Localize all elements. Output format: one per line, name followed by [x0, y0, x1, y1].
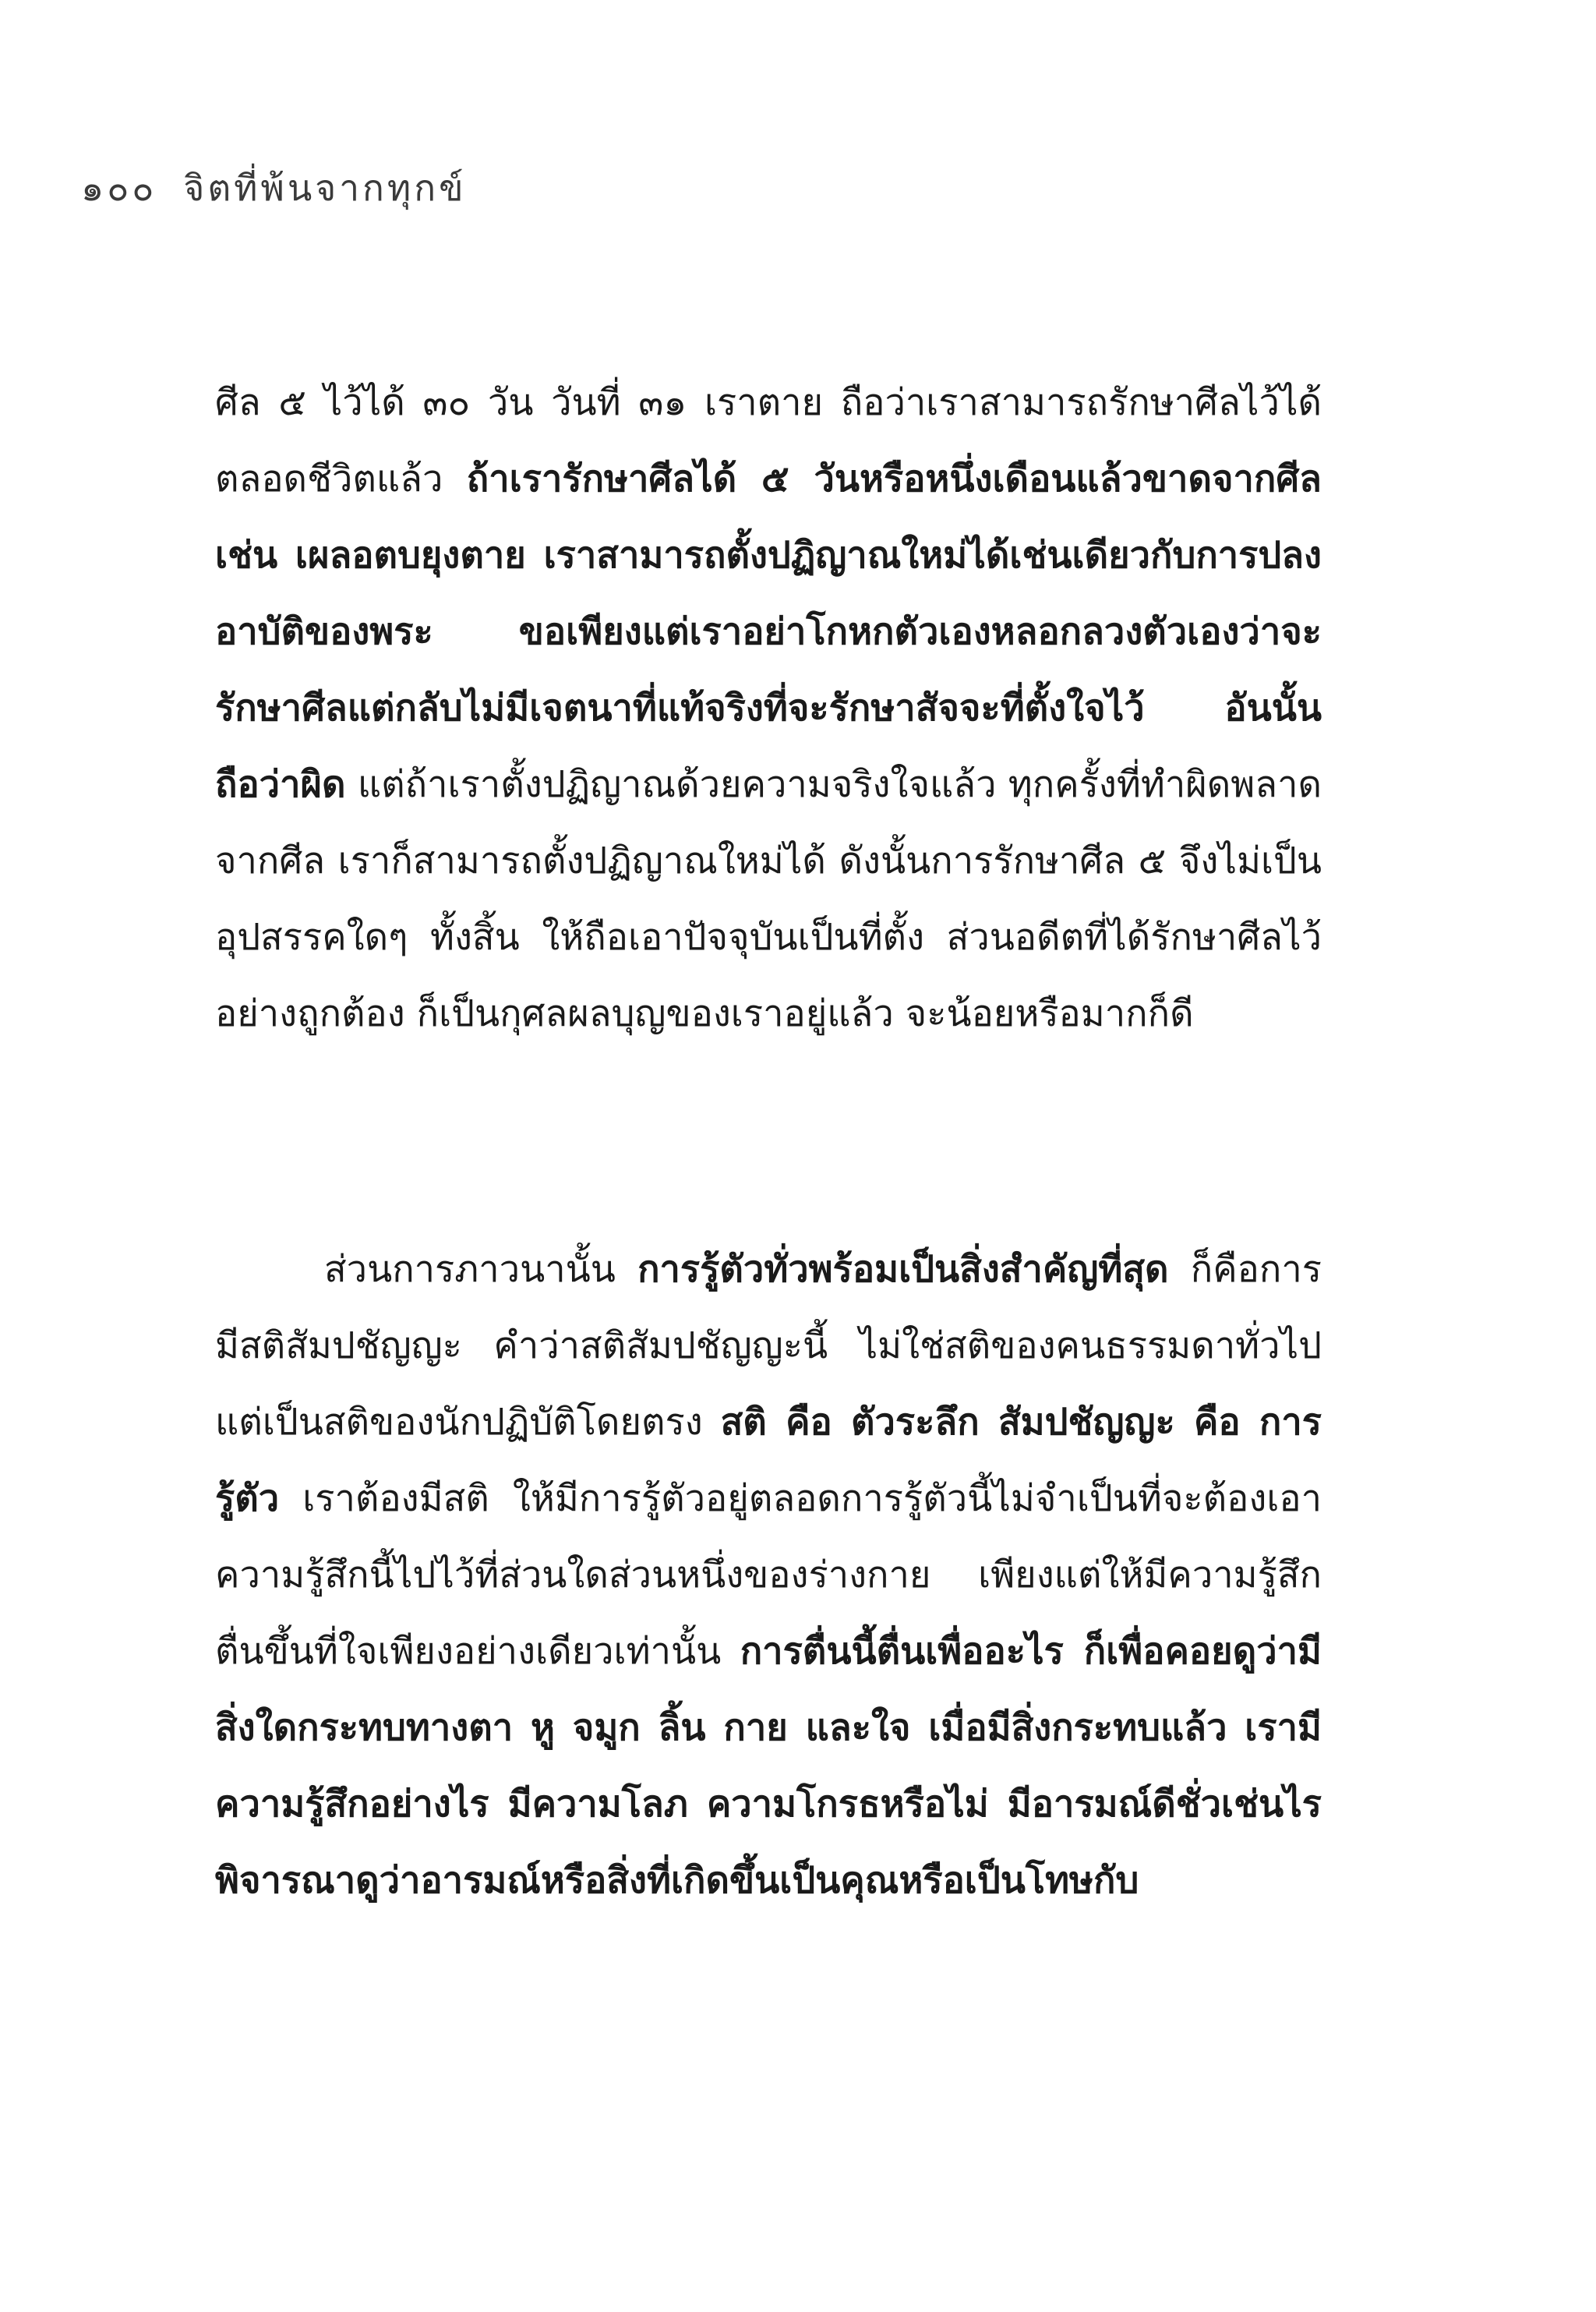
paragraph-1-text-a: ศีล ๕ ไว้ได้ ๓๐ วัน วันที่ ๓๑ เราตาย ถือว่าเราสามารถรักษาศีลไว้ได้ตลอดชีวิตแล้ว: [215, 381, 1322, 500]
book-title: จิตที่พ้นจากทุกข์: [183, 167, 467, 209]
paragraph-1-bold-text: ถ้าเรารักษาศีลได้ ๕ วันหรือหนึ่งเดือนแล้วขาดจากศีล เช่น เผลอตบยุงตาย เราสามารถตั้งปฏิญาณใหม่ได้เช่นเดียวกับการปลงอาบัติของพระ ขอเพียงแต่เราอย่าโกหกตัวเองหลอกลวงตัวเองว่าจะรักษาศีลแต่กลับไม่มีเจตนาที่แท้จริงที่จะรักษาสัจจะที่ตั้งใจไว้ อันนั้นถือว่าผิด: [215, 458, 1322, 806]
paragraph-1-text-b: แต่ถ้าเราตั้งปฏิญาณด้วยความจริงใจแล้ว ทุกครั้งที่ทำผิดพลาดจากศีล เราก็สามารถตั้งปฏิญาณใหม่ได้ ดังนั้นการรักษาศีล ๕ จึงไม่เป็นอุปสรรคใดๆ ทั้งสิ้น ให้ถือเอาปัจจุบันเป็นที่ตั้ง ส่วนอดีตที่ได้รักษาศีลไว้อย่างถูกต้อง ก็เป็นกุศลผลบุญของเราอยู่แล้ว จะน้อยหรือมากก็ดี: [215, 763, 1322, 1035]
paragraph-2-text-c: เราต้องมีสติ ให้มีการรู้ตัวอยู่ตลอดการรู้ตัวนี้ไม่จำเป็นที่จะต้องเอาความรู้สึกนี้ไปไว้ที่ส่วนใดส่วนหนึ่งของร่างกาย เพียงแต่ให้มีความรู้สึกตื่นขึ้นที่ใจเพียงอย่างเดียวเท่านั้น: [215, 1477, 1322, 1673]
paragraph-2-text-a: ส่วนการภาวนานั้น: [324, 1248, 638, 1291]
page-number: ๑๐๐: [81, 167, 157, 209]
paragraph-2-text-b: ก็คือการมีสติสัมปชัญญะ คำว่าสติสัมปชัญญะนี้ ไม่ใช่สติของคนธรรมดาทั่วไป แต่เป็นสติของนักปฏิบัติโดยตรง: [215, 1248, 1322, 1444]
paragraph-2: [215, 1232, 1322, 1919]
paragraph-2-bold-text-a: การรู้ตัวทั่วพร้อมเป็นสิ่งสำคัญที่สุด: [637, 1248, 1169, 1291]
paragraph-2-bold-text-c: การตื่นนี้ตื่นเพื่ออะไร ก็เพื่อคอยดูว่ามีสิ่งใดกระทบทางตา หู จมูก ลิ้น กาย และใจ เมื่อมีสิ่งกระทบแล้ว เรามีความรู้สึกอย่างไร มีความโลภ ความโกรธหรือไม่ มีอารมณ์ดีชั่วเช่นไร พิจารณาดูว่าอารมณ์หรือสิ่งที่เกิดขึ้นเป็นคุณหรือเป็นโทษกับ: [215, 1630, 1322, 1902]
paragraph-1: [215, 365, 1322, 1052]
paragraph-2-bold-text-b: สติ คือ ตัวระลึก สัมปชัญญะ คือ การรู้ตัว: [215, 1401, 1322, 1520]
running-head: [81, 160, 467, 217]
